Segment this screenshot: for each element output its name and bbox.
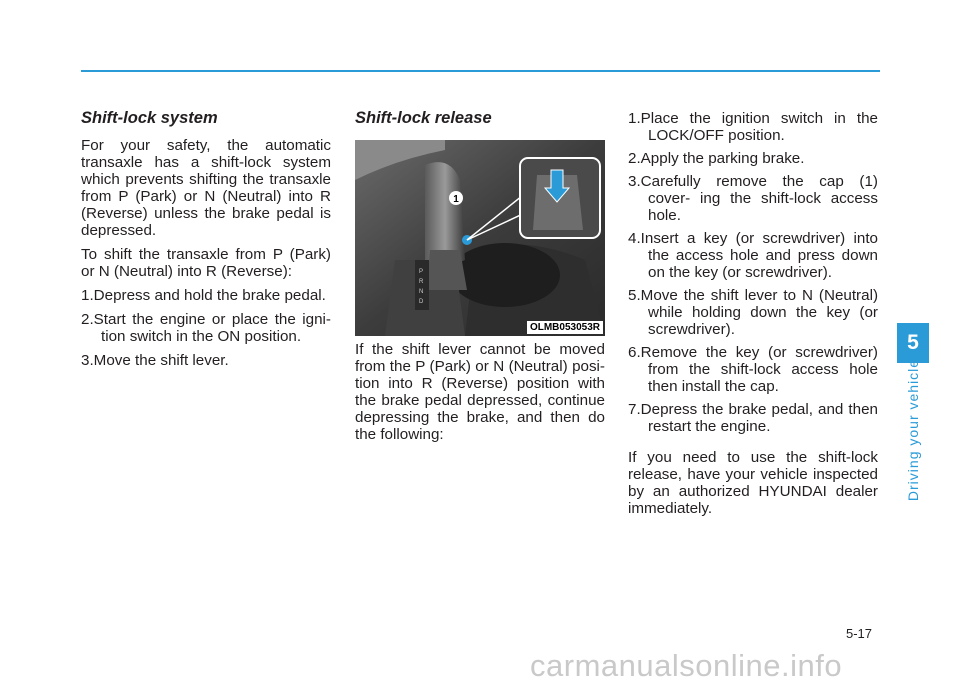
list-item: 3.Carefully remove the cap (1) cover- ing the shift-lock access hole. bbox=[628, 173, 878, 224]
callout-number: 1 bbox=[453, 194, 459, 205]
photo-code: OLMB053053R bbox=[527, 321, 603, 334]
list-item: 5.Move the shift lever to N (Neutral) while holding down the key (or screwdriver). bbox=[628, 287, 878, 338]
page-number: 5-17 bbox=[846, 626, 873, 641]
paragraph: If the shift lever cannot be moved from the P (Park) or N (Neutral) posi- tion into R (Reverse) position with the brake pedal depressed, continue depressing the brake, and then do the following: bbox=[355, 341, 605, 443]
list-item: 3.Move the shift lever. bbox=[81, 352, 229, 369]
shift-lever-illustration bbox=[355, 140, 605, 336]
svg-text:P: P bbox=[419, 269, 424, 275]
section-heading-shift-lock-system: Shift-lock system bbox=[81, 109, 218, 127]
shift-lever-photo bbox=[355, 140, 605, 336]
paragraph: For your safety, the automatic transaxle has a shift-lock system which prevents shifting the transaxle from P (Park) or N (Neutral) into R (Reverse) unless the brake pedal is depressed. bbox=[81, 137, 331, 239]
middle-column bbox=[355, 110, 605, 137]
list-item: 4.Insert a key (or screwdriver) into the access hole and press down on the key (or screwdriver). bbox=[628, 230, 878, 281]
list-item: 2.Start the engine or place the igni- tion switch in the ON position. bbox=[81, 311, 331, 345]
svg-text:R: R bbox=[419, 279, 424, 285]
chapter-tab: 5 bbox=[897, 323, 929, 363]
paragraph: If you need to use the shift-lock release, have your vehicle inspected by an authorized HYUNDAI dealer immediately. bbox=[628, 449, 878, 517]
list-item: 1.Depress and hold the brake pedal. bbox=[81, 287, 326, 304]
paragraph: To shift the transaxle from P (Park) or N (Neutral) into R (Reverse): bbox=[81, 246, 331, 280]
middle-column-text bbox=[355, 341, 605, 450]
list-item: 6.Remove the key (or screwdriver) from the shift-lock access hole then install the cap. bbox=[628, 344, 878, 395]
left-column bbox=[81, 110, 331, 376]
list-item: 2.Apply the parking brake. bbox=[628, 150, 805, 167]
header-rule bbox=[81, 70, 880, 72]
svg-text:D: D bbox=[419, 299, 424, 305]
list-item: 7.Depress the brake pedal, and then restart the engine. bbox=[628, 401, 878, 435]
svg-text:N: N bbox=[419, 289, 424, 295]
right-column bbox=[628, 110, 878, 524]
watermark: carmanualsonline.info bbox=[530, 648, 843, 683]
section-heading-shift-lock-release: Shift-lock release bbox=[355, 109, 492, 127]
chapter-label: Driving your vehicle bbox=[905, 358, 921, 502]
list-item: 1.Place the ignition switch in the LOCK/OFF position. bbox=[628, 110, 878, 144]
